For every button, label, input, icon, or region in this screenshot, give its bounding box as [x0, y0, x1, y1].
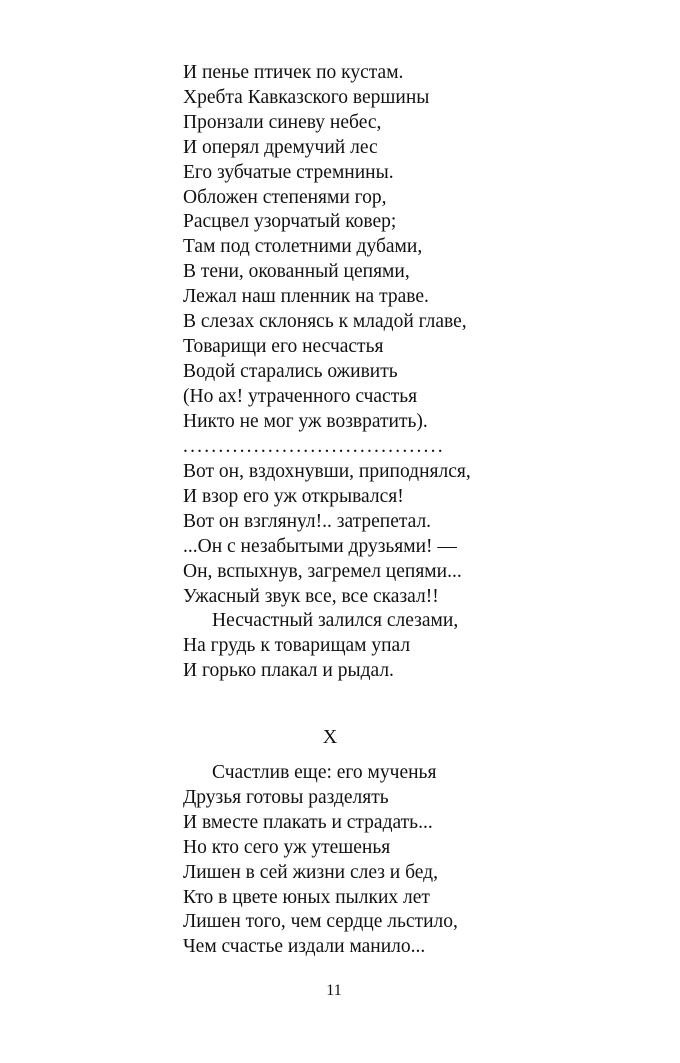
poem-line: Пронзали синеву небес, [183, 111, 382, 133]
poem-line: ...Он с незабытыми друзьями! — [183, 535, 457, 557]
poem-line: Но кто сего уж утешенья [183, 836, 391, 858]
poem-line: Его зубчатые стремнины. [183, 161, 394, 183]
poem-line: Вот он взглянул!.. затрепетал. [183, 510, 432, 532]
poem-line: Он, вспыхнув, загремел цепями... [183, 560, 462, 582]
poem-line: Товарищи его несчастья [183, 335, 384, 357]
poem-line: Там под столетними дубами, [183, 236, 423, 258]
poem-line: На грудь к товарищам упал [183, 635, 411, 657]
poem-line: В слезах склонясь к младой главе, [183, 311, 467, 333]
poem-line: Чем счастье издали манило... [183, 936, 426, 958]
poem-line: Лишен в сей жизни слез и бед, [183, 861, 438, 883]
poem-line: Лишен того, чем сердце льстило, [183, 911, 458, 933]
poem-line-indented: Счастлив еще: его мученья [212, 762, 437, 783]
poem-line-indented: Несчастный залился слезами, [212, 610, 459, 632]
poem-line: И горько плакал и рыдал. [183, 660, 394, 682]
poem-line: И оперял дремучий лес [183, 136, 378, 158]
poem-line: Лежал наш пленник на траве. [183, 286, 429, 308]
poem-stanza-1 [183, 61, 643, 460]
poem-stanza-2 [183, 460, 643, 684]
section-heading: X [322, 726, 338, 748]
poem-line: Водой старались оживить [183, 360, 398, 382]
poem-line: В тени, окованный цепями, [183, 261, 410, 283]
dotted-separator: ..................................... [183, 435, 445, 457]
poem-stanza-3 [183, 761, 643, 960]
poem-line: Никто не мог уж возвратить). [183, 410, 428, 432]
poem-line: И взор его уж открывался! [183, 485, 404, 507]
poem-line: Обложен степенями гор, [183, 186, 387, 208]
poem-line: Хребта Кавказского вершины [183, 86, 430, 108]
poem-line: И вместе плакать и страдать... [183, 811, 433, 833]
poem-line: (Но ах! утраченного счастья [183, 385, 418, 407]
poem-line: Вот он, вздохнувши, приподнялся, [183, 461, 471, 482]
poem-line: Ужасный звук все, все сказал!! [183, 585, 439, 607]
poem-line: И пенье птичек по кустам. [183, 62, 404, 83]
poem-line: Кто в цвете юных пылких лет [183, 886, 430, 908]
page-number: 11 [326, 982, 342, 999]
poem-line: Расцвел узорчатый ковер; [183, 211, 397, 233]
poem-line: Друзья готовы разделять [183, 786, 389, 808]
